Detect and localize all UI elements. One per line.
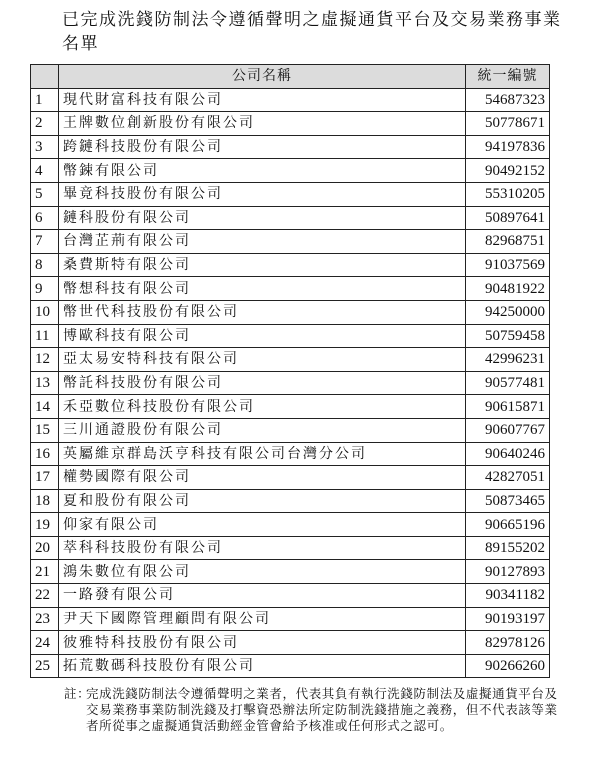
footnote-label: 註： (64, 686, 91, 701)
table-row (31, 371, 550, 395)
company-name: 夏和股份有限公司 (59, 489, 466, 513)
unified-number: 90577481 (466, 371, 550, 395)
unified-number: 82968751 (466, 230, 550, 254)
unified-number: 50873465 (466, 489, 550, 513)
row-number: 20 (31, 536, 59, 560)
row-number: 19 (31, 513, 59, 537)
row-number: 2 (31, 112, 59, 136)
company-name: 幣想科技有限公司 (59, 277, 466, 301)
footnote-text: 完成洗錢防制法令遵循聲明之業者，代表其負有執行洗錢防制法及虛擬通貨平台及交易業務事業防制洗錢及打擊資恐辦法所定防制洗錢措施之義務，但不代表該等業者所從事之虛擬通貨活動經金管會給予核准或任何形式之認可。 (86, 686, 558, 733)
table-row (31, 560, 550, 584)
header-index (31, 65, 59, 89)
unified-number: 89155202 (466, 536, 550, 560)
unified-number: 50759458 (466, 324, 550, 348)
table-row (31, 513, 550, 537)
table-row (31, 88, 550, 112)
company-name: 英屬維京群島沃亨科技有限公司台灣分公司 (59, 442, 466, 466)
company-name: 幣託科技股份有限公司 (59, 371, 466, 395)
row-number: 16 (31, 442, 59, 466)
unified-number: 82978126 (466, 631, 550, 655)
company-name: 桑費斯特有限公司 (59, 253, 466, 277)
row-number: 9 (31, 277, 59, 301)
row-number: 10 (31, 300, 59, 324)
unified-number: 94197836 (466, 135, 550, 159)
table-row (31, 206, 550, 230)
company-name: 亞太易安特科技有限公司 (59, 348, 466, 372)
company-name: 畢竟科技股份有限公司 (59, 182, 466, 206)
row-number: 6 (31, 206, 59, 230)
company-name: 彼雅特科技股份有限公司 (59, 631, 466, 655)
table-row (31, 395, 550, 419)
company-name: 鴻朱數位有限公司 (59, 560, 466, 584)
unified-number: 50778671 (466, 112, 550, 136)
header-unified-number: 統一編號 (466, 65, 550, 89)
table-row (31, 607, 550, 631)
company-name: 拓荒數碼科技股份有限公司 (59, 654, 466, 678)
unified-number: 42996231 (466, 348, 550, 372)
row-number: 13 (31, 371, 59, 395)
unified-number: 90127893 (466, 560, 550, 584)
table-row (31, 230, 550, 254)
unified-number: 90640246 (466, 442, 550, 466)
unified-number: 90665196 (466, 513, 550, 537)
row-number: 4 (31, 159, 59, 183)
row-number: 24 (31, 631, 59, 655)
company-name: 權勢國際有限公司 (59, 466, 466, 490)
table-row (31, 300, 550, 324)
unified-number: 90266260 (466, 654, 550, 678)
company-name: 一路發有限公司 (59, 584, 466, 608)
row-number: 1 (31, 88, 59, 112)
company-name: 禾亞數位科技股份有限公司 (59, 395, 466, 419)
table-row (31, 277, 550, 301)
company-name: 幣世代科技股份有限公司 (59, 300, 466, 324)
company-name: 現代財富科技有限公司 (59, 88, 466, 112)
unified-number: 90615871 (466, 395, 550, 419)
company-name: 台灣芷荊有限公司 (59, 230, 466, 254)
table-row (31, 442, 550, 466)
row-number: 23 (31, 607, 59, 631)
unified-number: 91037569 (466, 253, 550, 277)
table-row (31, 584, 550, 608)
company-name: 鏈科股份有限公司 (59, 206, 466, 230)
table-row (31, 135, 550, 159)
company-list-table (30, 64, 550, 678)
company-name: 幣鋉有限公司 (59, 159, 466, 183)
company-name: 跨鏈科技股份有限公司 (59, 135, 466, 159)
row-number: 3 (31, 135, 59, 159)
unified-number: 90481922 (466, 277, 550, 301)
table-header-row (31, 65, 550, 89)
company-name: 王牌數位創新股份有限公司 (59, 112, 466, 136)
footnote (64, 686, 564, 734)
company-name: 三川通證股份有限公司 (59, 418, 466, 442)
row-number: 22 (31, 584, 59, 608)
table-row (31, 324, 550, 348)
unified-number: 50897641 (466, 206, 550, 230)
table-row (31, 253, 550, 277)
unified-number: 54687323 (466, 88, 550, 112)
company-name: 尹天下國際管理顧問有限公司 (59, 607, 466, 631)
row-number: 7 (31, 230, 59, 254)
unified-number: 90607767 (466, 418, 550, 442)
company-name: 萃科科技股份有限公司 (59, 536, 466, 560)
table-row (31, 536, 550, 560)
unified-number: 90193197 (466, 607, 550, 631)
row-number: 21 (31, 560, 59, 584)
table-row (31, 489, 550, 513)
row-number: 15 (31, 418, 59, 442)
row-number: 5 (31, 182, 59, 206)
table-row (31, 654, 550, 678)
table-row (31, 631, 550, 655)
row-number: 17 (31, 466, 59, 490)
row-number: 8 (31, 253, 59, 277)
unified-number: 94250000 (466, 300, 550, 324)
table-row (31, 159, 550, 183)
page-title: 已完成洗錢防制法令遵循聲明之虛擬通貨平台及交易業務事業名單 (62, 10, 562, 54)
unified-number: 55310205 (466, 182, 550, 206)
unified-number: 42827051 (466, 466, 550, 490)
table-row (31, 348, 550, 372)
row-number: 14 (31, 395, 59, 419)
row-number: 11 (31, 324, 59, 348)
row-number: 25 (31, 654, 59, 678)
table-row (31, 466, 550, 490)
table-row (31, 182, 550, 206)
row-number: 12 (31, 348, 59, 372)
company-name: 博歐科技有限公司 (59, 324, 466, 348)
table-row (31, 418, 550, 442)
header-company-name: 公司名稱 (59, 65, 466, 89)
unified-number: 90341182 (466, 584, 550, 608)
row-number: 18 (31, 489, 59, 513)
company-name: 仰家有限公司 (59, 513, 466, 537)
unified-number: 90492152 (466, 159, 550, 183)
table-row (31, 112, 550, 136)
